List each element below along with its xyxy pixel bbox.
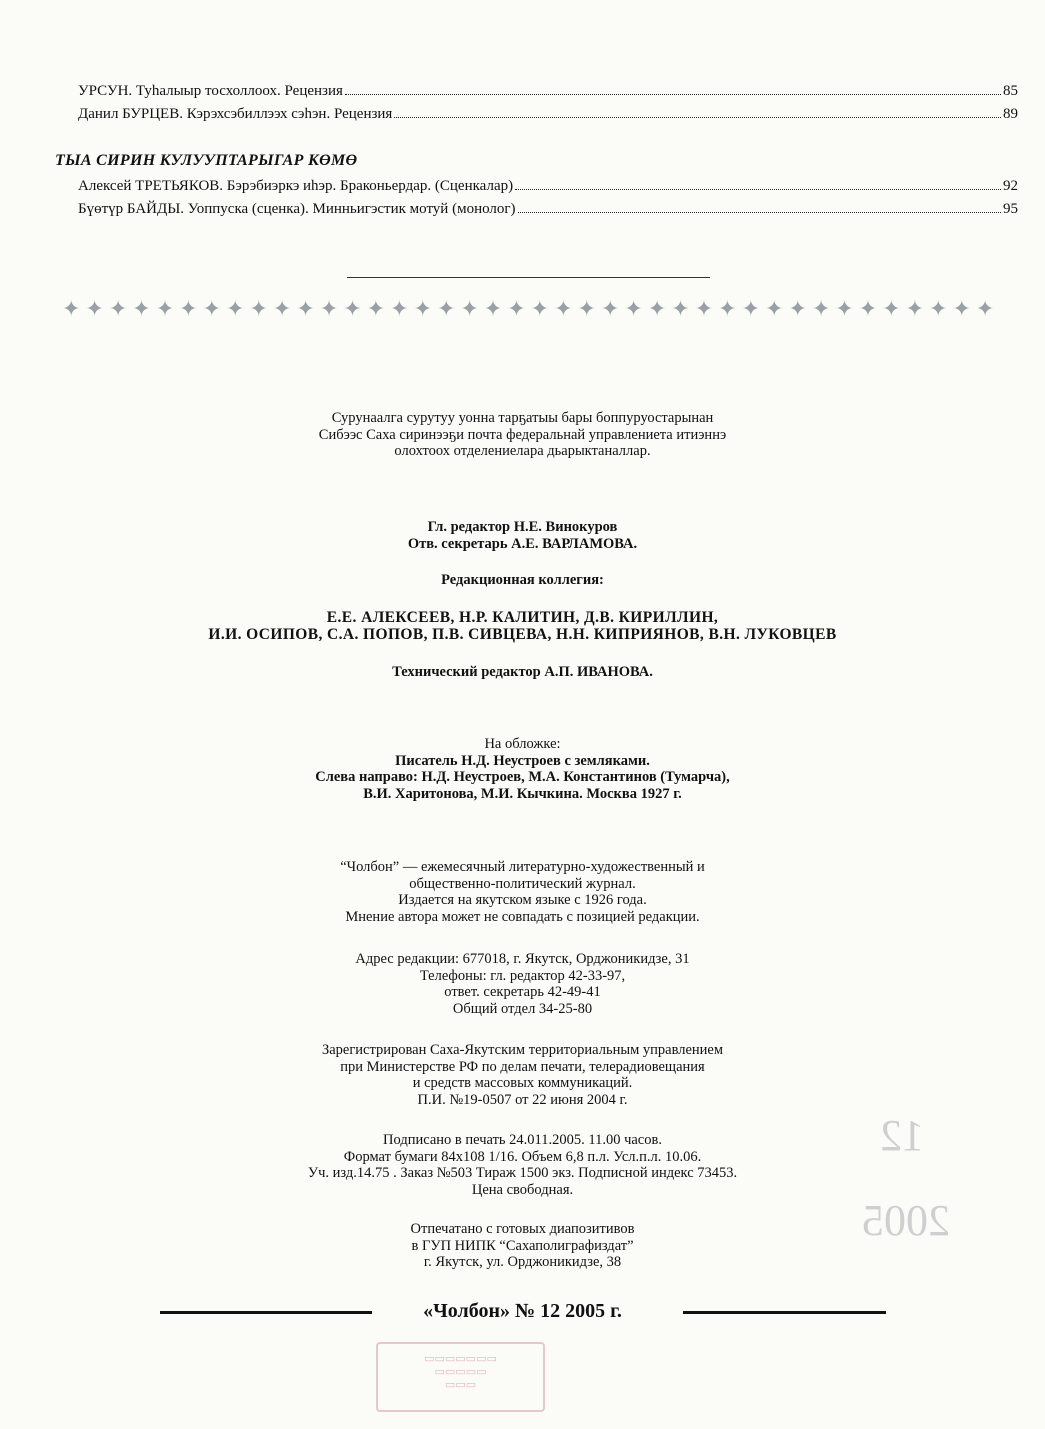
executive-secretary: Отв. секретарь А.Е. ВАРЛАМОВА. bbox=[407, 535, 638, 552]
toc-entry-page: 85 bbox=[1003, 83, 1018, 99]
leader-dots bbox=[515, 188, 1001, 190]
editorial-board bbox=[0, 609, 1045, 643]
text-line: Формат бумаги 84х108 1/16. Объем 6,8 п.л. Усл.п.л. 10.06. bbox=[343, 1148, 702, 1165]
contacts bbox=[0, 951, 1045, 1017]
journal-about bbox=[0, 859, 1045, 925]
subscription-info bbox=[0, 410, 1045, 460]
board-line: И.И. ОСИПОВ, С.А. ПОПОВ, П.В. СИВЦЕВА, Н.Н. КИПРИЯНОВ, В.Н. ЛУКОВЦЕВ bbox=[208, 626, 837, 643]
text-line: П.И. №19-0507 от 22 июня 2004 г. bbox=[417, 1091, 628, 1108]
text-line: Уч. изд.14.75 . Заказ №503 Тираж 1500 экз. Подписной индекс 73453. bbox=[307, 1165, 738, 1181]
divider bbox=[347, 277, 710, 278]
text-line: Сибээс Саха сиринээҕи почта федеральнай управлениета итиэннэ bbox=[318, 426, 727, 443]
editors bbox=[0, 519, 1045, 552]
toc-entry-page: 95 bbox=[1003, 201, 1018, 217]
toc-entry-title: Алексей ТРЕТЬЯКОВ. Бэрэбиэркэ иһэр. Браконьердар. (Сценкалар) bbox=[78, 178, 514, 194]
text-line: в ГУП НИПК “Сахаполиграфиздат” bbox=[411, 1237, 634, 1254]
toc-top bbox=[78, 80, 1018, 126]
diamond-ornament-border: ✦✦✦✦✦✦✦✦✦✦✦✦✦✦✦✦✦✦✦✦✦✦✦✦✦✦✦✦✦✦✦✦✦✦✦✦✦✦✦✦ bbox=[62, 296, 1000, 321]
cover-info bbox=[0, 736, 1045, 802]
phone-line: Телефоны: гл. редактор 42-33-97, bbox=[419, 967, 626, 984]
board-title: Редакционная коллегия: bbox=[441, 572, 604, 588]
print-info bbox=[0, 1132, 1045, 1198]
price: Цена свободная. bbox=[471, 1181, 574, 1198]
text-line: общественно-политический журнал. bbox=[409, 875, 636, 892]
leader-dots bbox=[394, 116, 1001, 118]
toc-row[interactable] bbox=[78, 175, 1018, 198]
text-line: при Министерстве РФ по делам печати, телерадиовещания bbox=[340, 1058, 705, 1075]
phone-line: Общий отдел 34-25-80 bbox=[452, 1000, 593, 1017]
address: Адрес редакции: 677018, г. Якутск, Орджоникидзе, 31 bbox=[355, 951, 690, 967]
library-stamp: ▭▭▭▭▭▭▭ ▭▭▭▭▭ ▭▭▭ bbox=[376, 1342, 545, 1412]
toc-section bbox=[78, 175, 1018, 221]
text-line: г. Якутск, ул. Орджоникидзе, 38 bbox=[423, 1254, 622, 1270]
text-line: Подписано в печать 24.011.2005. 11.00 часов. bbox=[383, 1132, 662, 1148]
text-line: Сурунаалга сурутуу уонна тарҕатыы бары боппуруостарынан bbox=[331, 410, 714, 426]
footer bbox=[0, 1296, 1045, 1326]
technical-editor: Технический редактор А.П. ИВАНОВА. bbox=[392, 664, 653, 680]
footer-title: «Чолбон» № 12 2005 г. bbox=[423, 1300, 622, 1322]
toc-entry-title: УРСУН. Туһалыыр тосхоллоох. Рецензия bbox=[78, 83, 343, 99]
toc-entry-page: 89 bbox=[1003, 106, 1018, 122]
section-title: ТЫА СИРИН КУЛУУПТАРЫГАР КӨМӨ bbox=[55, 152, 358, 169]
text-line: “Чолбон” — ежемесячный литературно-художественный и bbox=[340, 859, 705, 875]
chief-editor: Гл. редактор Н.Е. Винокуров bbox=[427, 519, 618, 535]
printer-info bbox=[0, 1221, 1045, 1271]
cover-line: Слева направо: Н.Д. Неустроев, М.А. Константинов (Тумарча), bbox=[315, 769, 730, 785]
leader-dots bbox=[518, 211, 1001, 213]
text-line: Зарегистрирован Саха-Якутским территориальным управлением bbox=[321, 1042, 724, 1058]
cover-line: В.И. Харитонова, М.И. Кычкина. Москва 1927 г. bbox=[363, 785, 682, 802]
toc-entry-title: Бүөтүр БАЙДЫ. Уоппуска (сценка). Минньигэстик мотуй (монолог) bbox=[78, 201, 516, 217]
cover-line: Писатель Н.Д. Неустроев с земляками. bbox=[395, 752, 650, 769]
registration bbox=[0, 1042, 1045, 1108]
show-through-number: 12 bbox=[880, 1111, 924, 1160]
show-through-year: 2005 bbox=[862, 1196, 950, 1245]
toc-row[interactable] bbox=[78, 80, 1018, 103]
phone-line: ответ. секретарь 42-49-41 bbox=[444, 984, 601, 1000]
text-line: Издается на якутском языке с 1926 года. bbox=[398, 892, 647, 908]
leader-dots bbox=[345, 93, 1001, 95]
text-line: Отпечатано с готовых диапозитивов bbox=[410, 1221, 635, 1237]
text-line: олохтоох отделениелара дьарыктаналлар. bbox=[394, 443, 651, 459]
toc-entry-page: 92 bbox=[1003, 178, 1018, 194]
text-line: Мнение автора может не совпадать с позицией редакции. bbox=[345, 908, 700, 925]
toc-entry-title: Данил БУРЦЕВ. Кэрэхсэбиллээх сэһэн. Рецензия bbox=[78, 106, 393, 122]
text-line: и средств массовых коммуникаций. bbox=[412, 1075, 633, 1091]
cover-label: На обложке: bbox=[484, 736, 561, 752]
board-line: Е.Е. АЛЕКСЕЕВ, Н.Р. КАЛИТИН, Д.В. КИРИЛЛИН, bbox=[326, 609, 719, 626]
toc-row[interactable] bbox=[78, 103, 1018, 126]
toc-row[interactable] bbox=[78, 198, 1018, 221]
